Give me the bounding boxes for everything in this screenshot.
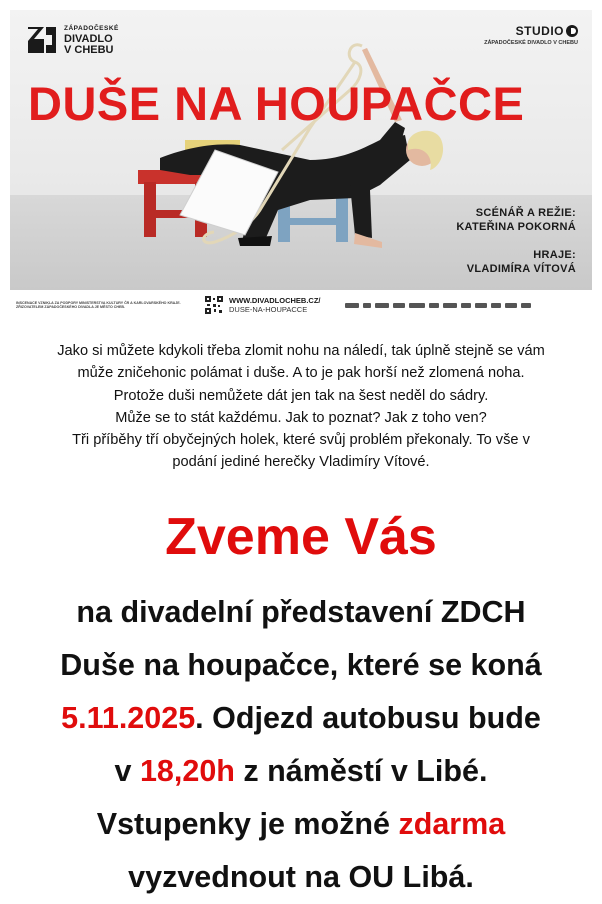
- poster-credits: [456, 206, 576, 276]
- invitation-line-5-pre: Vstupenky je možné: [96, 807, 399, 841]
- url-line-1: WWW.DIVADLOCHEB.CZ/: [229, 296, 321, 305]
- bus-departure-time: 18,20h: [139, 754, 235, 788]
- description-line-4: Může se to stát každému. Jak to poznat? Jak z toho ven?: [115, 409, 487, 426]
- url-line-2: DUSE-NA-HOUPACCE: [229, 305, 308, 314]
- play-poster: [10, 10, 592, 320]
- tickets-free: zdarma: [398, 807, 506, 841]
- poster-footer: [10, 290, 592, 320]
- play-description: [0, 340, 602, 474]
- invitation-line-4-pre: v: [114, 754, 140, 788]
- theatre-logo: [26, 24, 119, 56]
- studio-logo-icon: [566, 25, 578, 37]
- partner-logos: [345, 303, 531, 308]
- invitation-line-4-post: z náměstí v Libé.: [234, 754, 488, 788]
- invitation-headline: Zveme Vás: [165, 508, 437, 566]
- poster-fine-print: [16, 301, 201, 309]
- credit-name-director: KATEŘINA POKORNÁ: [456, 221, 576, 233]
- theatre-name-line-3: V CHEBU: [64, 44, 114, 56]
- theatre-name-line-2: DIVADLO: [64, 33, 113, 45]
- description-line-5: Tři příběhy tří obyčejných holek, které svůj problém překonaly. To vše v: [72, 432, 530, 449]
- poster-url: [229, 296, 339, 314]
- description-line-2: může zničehonic polámat i duše. A to je pak horší než zlomená noha.: [77, 365, 525, 382]
- invitation-line-3-rest: . Odjezd autobusu bude: [195, 701, 541, 735]
- description-line-3: Protože duši nemůžete dát jen tak na šest neděl do sádry.: [113, 387, 489, 404]
- credit-role-actress: HRAJE:: [533, 249, 576, 261]
- fine-print-line-1: INSCENACE VZNIKLA ZA PODPORY MINISTERSTVA KULTURY ČR A KARLOVARSKÉHO KRAJE.: [16, 300, 181, 305]
- play-title: DUŠE NA HOUPAČCE: [28, 77, 525, 130]
- theatre-logo-mark-icon: [26, 25, 58, 55]
- invitation-line-4: [0, 745, 602, 798]
- studio-logo: [484, 24, 578, 46]
- studio-name: STUDIO: [515, 24, 564, 38]
- invitation-text: [0, 586, 602, 904]
- invitation-line-2: Duše na houpačce, které se koná: [60, 648, 542, 682]
- invitation-line-6: vyzvednout na OU Libá.: [128, 860, 474, 894]
- invitation-line-5: [0, 798, 602, 851]
- credit-name-actress: VLADIMÍRA VÍTOVÁ: [466, 263, 576, 275]
- fine-print-line-2: ZŘIZOVATELEM ZÁPADOČESKÉHO DIVADLA JE MĚSTO CHEB.: [16, 305, 125, 309]
- invitation-line-3: [0, 692, 602, 745]
- event-date: 5.11.2025: [61, 701, 196, 735]
- description-line-6: podání jediné herečky Vladimíry Vítové.: [172, 454, 430, 471]
- studio-subtitle: ZÁPADOČESKÉ DIVADLO V CHEBU: [484, 40, 578, 46]
- invitation-line-1: na divadelní představení ZDCH: [76, 595, 526, 629]
- credit-role-director: SCÉNÁŘ A REŽIE:: [475, 207, 576, 219]
- description-line-1: Jako si můžete kdykoli třeba zlomit nohu na náledí, tak úplně stejně se vám: [57, 343, 545, 359]
- theatre-name-line-1: ZÁPADOČESKÉ: [64, 25, 119, 32]
- qr-code-icon: [205, 296, 223, 314]
